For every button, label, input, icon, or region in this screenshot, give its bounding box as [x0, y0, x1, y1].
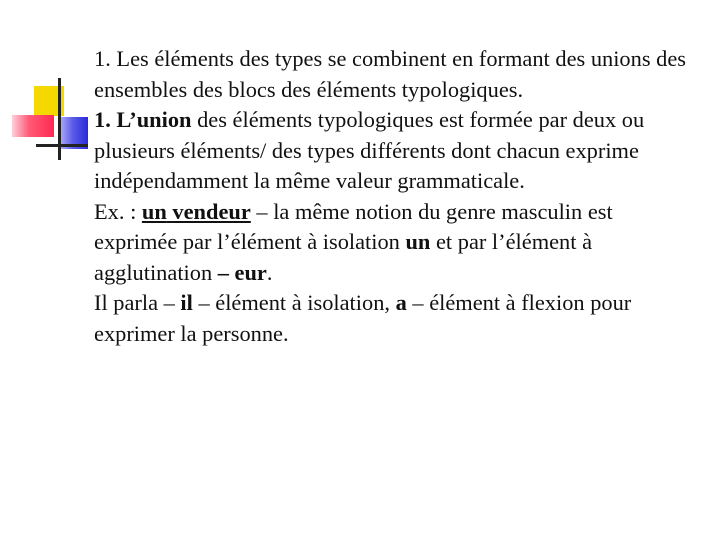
example-bold-un: un: [405, 229, 431, 254]
example-text-3: .: [266, 259, 273, 285]
example-bold-eur: – eur: [217, 259, 267, 285]
example-word-un: un: [141, 198, 167, 224]
red-square-decoration: [12, 115, 54, 137]
example-prefix: Ex. :: [94, 198, 142, 224]
example-text-1: – la même notion du genre masculin est exprimée par l’élément à isolation: [94, 198, 613, 254]
paragraph-union: [94, 105, 694, 197]
paragraph-intro: 1. Les éléments des types se combinent en formant des unions des ensembles des blocs des éléments typologiques.: [94, 46, 686, 102]
slide-body-text: [94, 44, 694, 349]
slide-logo-decoration: [0, 0, 100, 170]
union-definition: des éléments typologiques est formée par deux ou plusieurs éléments/ des types différents dont chacun exprime indépendamment la même valeur grammaticale.: [94, 107, 645, 193]
parla-text-2: – élément à isolation,: [192, 290, 396, 315]
example-text-2: et par l’élément à agglutination: [94, 229, 593, 285]
parla-text-3: – élément à flexion pour exprimer la personne.: [94, 290, 632, 346]
horizontal-line-decoration: [36, 144, 88, 147]
union-heading: 1. L’union: [94, 107, 192, 132]
vertical-line-decoration: [58, 78, 61, 160]
parla-text-1: Il parla –: [94, 290, 181, 315]
parla-bold-il: il: [180, 290, 193, 315]
paragraph-parla: [94, 288, 694, 349]
parla-bold-a: a: [395, 290, 407, 315]
example-word-vend: vend: [172, 198, 219, 224]
paragraph-example: [94, 197, 694, 289]
example-word-eur: eur: [218, 198, 251, 224]
